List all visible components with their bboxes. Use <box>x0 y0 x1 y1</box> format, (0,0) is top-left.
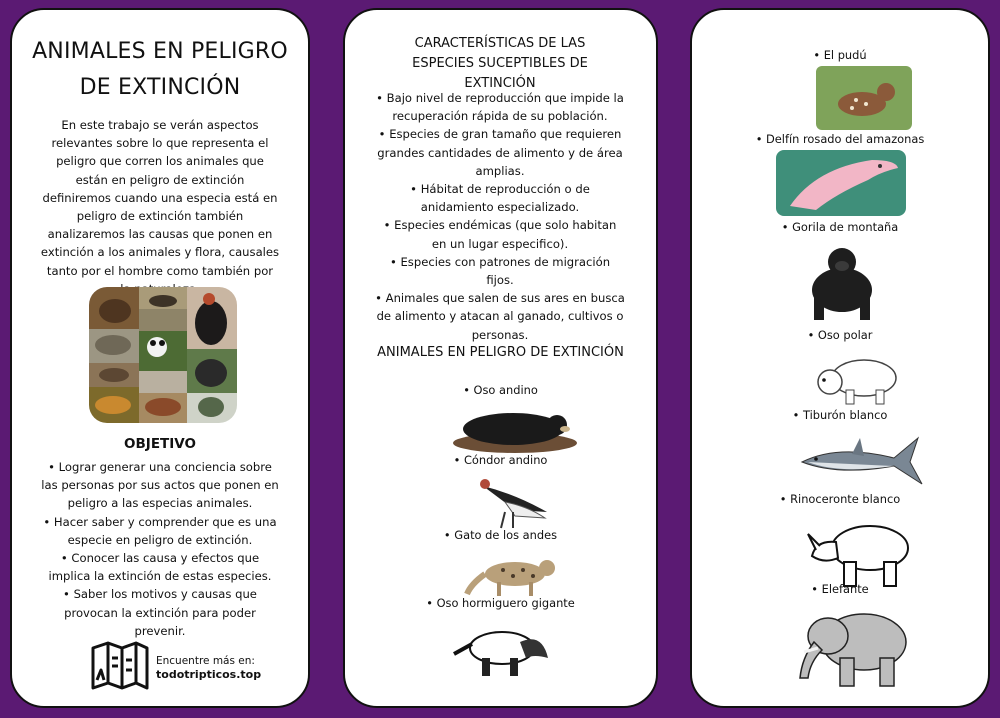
list-item: • Especies endémicas (que solo habitan en un lugar especifico). <box>375 216 625 252</box>
shark-image <box>798 430 926 490</box>
rhino-image <box>806 512 918 590</box>
gorilla-image <box>802 242 882 322</box>
objective-title: OBJETIVO <box>124 436 196 452</box>
list-item: • Conocer las causa y efectos que implica la extinción de estas especies. <box>40 549 280 585</box>
animal-label-condor-andino: • Cóndor andino <box>345 453 656 467</box>
list-item: • Bajo nivel de reproducción que impide la recuperación rápida de su población. <box>375 89 625 125</box>
middle-panel <box>343 8 658 708</box>
brand-link[interactable]: todotripticos.top <box>156 668 262 681</box>
list-item: • Animales que salen de sus ares en busca de alimento y atacan al ganado, cultivos o personas. <box>375 289 625 344</box>
animal-label-pudu: • El pudú <box>692 48 988 62</box>
animal-label-tiburon: • Tiburón blanco <box>692 408 988 422</box>
list-item: • Hábitat de reproducción o de anidamiento especializado. <box>375 180 625 216</box>
list-item: • Especies de gran tamaño que requieren grandes cantidades de alimento y de área amplias. <box>375 125 625 180</box>
andean-cat-image <box>463 550 559 600</box>
animal-label-oso-hormiguero: • Oso hormiguero gigante <box>345 596 656 610</box>
giant-anteater-image <box>450 618 552 682</box>
pudu-image <box>816 66 912 130</box>
characteristics-title: CARACTERÍSTICAS DE LAS ESPECIES SUCEPTIBLES DE EXTINCIÓN <box>412 36 588 91</box>
animals-collage-image <box>89 287 237 423</box>
andean-bear-image <box>449 403 581 455</box>
animals-title: ANIMALES EN PELIGRO DE EXTINCIÓN <box>377 345 624 360</box>
list-item: • Lograr generar una conciencia sobre las personas por sus actos que ponen en peligro a las especias animales. <box>40 458 280 513</box>
elephant-image <box>792 602 916 690</box>
polar-bear-image <box>810 348 906 408</box>
map-icon <box>90 640 150 692</box>
list-item: • Hacer saber y comprender que es una especie en peligro de extinción. <box>40 513 280 549</box>
animal-label-delfin-rosado: • Delfín rosado del amazonas <box>692 132 988 146</box>
animal-label-oso-polar: • Oso polar <box>692 328 988 342</box>
objectives-list <box>40 458 280 640</box>
main-title: ANIMALES EN PELIGRO DE EXTINCIÓN <box>32 39 288 100</box>
brand-block <box>90 640 290 700</box>
brand-caption: Encuentre más en: <box>156 655 255 667</box>
characteristics-list <box>375 89 625 344</box>
left-panel <box>10 8 310 708</box>
animal-label-oso-andino: • Oso andino <box>345 383 656 397</box>
intro-text: En este trabajo se verán aspectos relevantes sobre lo que representa el peligro que corren los animales que están en peligro de extinción definiremos cuando una especia está en peligro de extinción también analizaremos las causas que ponen en extinción a los animales y flora, causales tanto por el hombre como también por <box>40 118 280 278</box>
right-panel <box>690 8 990 708</box>
condor-image <box>475 472 555 532</box>
list-item: • Especies con patrones de migración fijos. <box>375 253 625 289</box>
animal-label-rinoceronte: • Rinoceronte blanco <box>692 492 988 506</box>
list-item: • Saber los motivos y causas que provocan la extinción para poder prevenir. <box>40 585 280 640</box>
animal-label-gato-andes: • Gato de los andes <box>345 528 656 542</box>
animal-label-elefante: • Elefante <box>692 582 988 596</box>
pink-dolphin-image <box>776 150 906 216</box>
animal-label-gorila: • Gorila de montaña <box>692 220 988 234</box>
